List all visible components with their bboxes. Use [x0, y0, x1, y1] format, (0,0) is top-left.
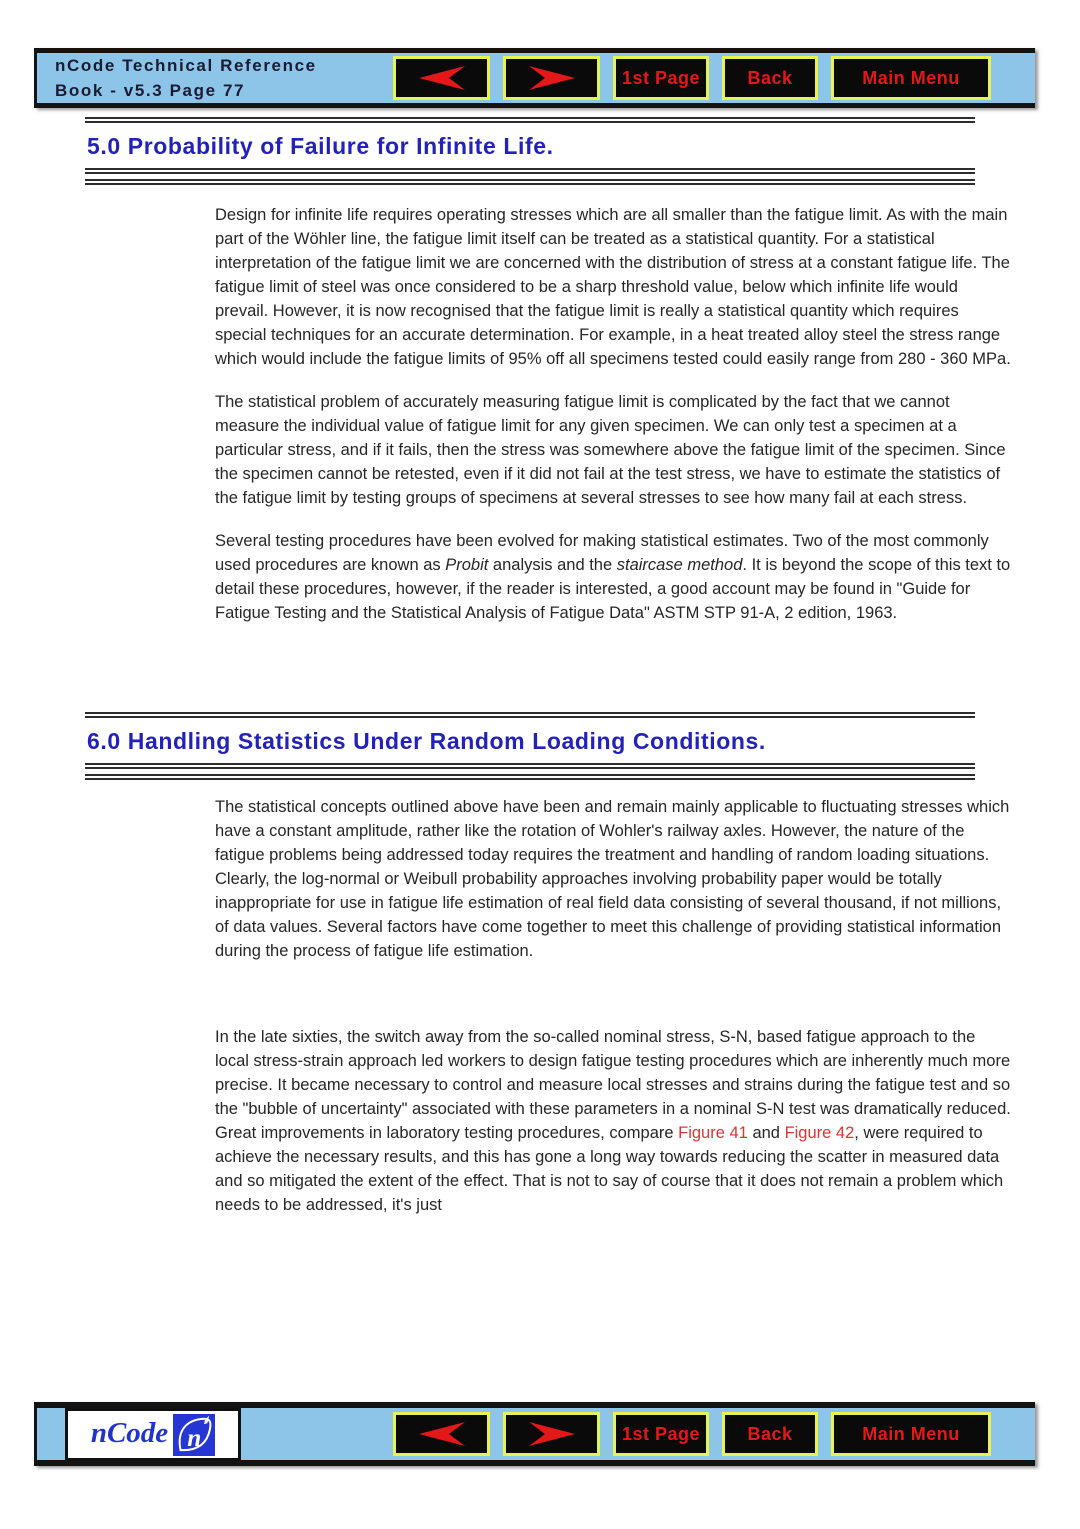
next-page-button[interactable] — [503, 1412, 600, 1456]
paragraph-text: Several testing procedures have been evolved for making statistical estimates. Two of the most commonly used procedures are known as — [215, 532, 989, 574]
figure-41-link[interactable]: Figure 41 — [678, 1124, 748, 1142]
ncode-logo-icon — [173, 1414, 215, 1456]
paragraph-text: analysis and the — [488, 556, 617, 574]
paragraph: The statistical problem of accurately measuring fatigue limit is complicated by the fact that we cannot measure the individual value of fatigue limit for any given specimen. We can only test a specimen at a particular stress, and if it fails, then the stress was somewhere above the fatigue limit of the specimen. Since the specimen cannot be retested, even if it did not fail at the test stress, we have to estimate the statistics of the fatigue limit by testing groups of specimens at several stresses to see how many fail at each stress. — [215, 393, 1006, 507]
section-6-heading-block — [85, 712, 975, 780]
back-button[interactable]: Back — [722, 1412, 818, 1456]
first-page-button[interactable]: 1st Page — [613, 1412, 709, 1456]
paragraph-text: In the late sixties, the switch away from the so-called nominal stress, S-N, based fatigue approach to the local stress-strain approach led workers to design fatigue testing procedures which are inherently much more precise. It became necessary to control and measure local stresses and strains during the fatigue test and so the "bubble of uncertainty" associated with these parameters in a nominal S-N test was dramatically reduced. Great improvements in laboratory testing procedures, compare — [215, 1028, 1011, 1142]
main-menu-button[interactable]: Main Menu — [831, 1412, 991, 1456]
left-arrow-icon — [417, 1421, 467, 1447]
section-5-heading: 5.0 Probability of Failure for Infinite Life. — [87, 133, 554, 159]
top-nav-bar — [34, 48, 1035, 108]
nav-buttons-top — [393, 56, 991, 100]
heading-rule — [85, 168, 975, 174]
heading-rule — [85, 774, 975, 780]
paragraph: The statistical concepts outlined above have been and remain mainly applicable to fluctuating stresses which have a constant amplitude, rather like the rotation of Wohler's railway axles. However, the nature of the fatigue problems being addressed today requires the treatment and handling of random loading situations. Clearly, the log-normal or Weibull probability approaches involving probability paper would be totally inappropriate for use in fatigue life estimation of real field data consisting of several thousand, if not millions, of data values. Several factors have come together to meet this challenge of providing statistical information during the process of fatigue life estimation. — [215, 798, 1010, 960]
heading-rule — [85, 763, 975, 769]
right-arrow-icon — [527, 65, 577, 91]
left-arrow-icon — [417, 65, 467, 91]
svg-text:n: n — [187, 1424, 202, 1452]
section-5-heading-block — [85, 117, 975, 185]
heading-rule — [85, 179, 975, 185]
italic-term: staircase method — [616, 556, 743, 574]
right-arrow-icon — [527, 1421, 577, 1447]
first-page-button[interactable]: 1st Page — [613, 56, 709, 100]
italic-term: Probit — [445, 556, 489, 574]
section-6-heading: 6.0 Handling Statistics Under Random Loading Conditions. — [87, 728, 766, 754]
prev-page-button[interactable] — [393, 1412, 490, 1456]
paragraph: Design for infinite life requires operating stresses which are all smaller than the fatigue limit. As with the main part of the Wöhler line, the fatigue limit itself can be treated as a statistical quantity. For a statistical interpretation of the fatigue limit we are concerned with the distribution of stress at a constant fatigue life. The fatigue limit of steel was once considered to be a sharp threshold value, below which infinite life would prevail. However, it is now recognised that the fatigue limit is really a statistical quantity which requires special techniques for an accurate determination. For example, in a heat treated alloy steel the stress range which would include the fatigue limits of 95% off all specimens tested could easily range from 280 - 360 MPa. — [215, 206, 1011, 368]
document-title-line1: nCode Technical Reference — [55, 55, 317, 75]
ncode-logo-text: nCode — [90, 1416, 169, 1449]
section-6-body — [215, 795, 1012, 1236]
paragraph-text: , were required to achieve the necessary results, and this has gone a long way towards reducing the scatter in measured data and so mitigated the extent of the effect. That is not to say of course that it does not remain a problem which needs to be addressed, it's just — [215, 1124, 1004, 1214]
document-title-line2: Book - v5.3 Page 77 — [55, 81, 246, 100]
paragraph-text: . It is beyond the scope of this text to detail these procedures, however, if the reader is interested, a good account may be found in "Guide for Fatigue Testing and the Statistical Analysis of Fatigue Data" ASTM STP 91-A, 2 edition, 1963. — [215, 556, 1011, 622]
paragraph — [215, 529, 1012, 625]
ncode-logo — [65, 1408, 241, 1461]
nav-buttons-bottom — [393, 1412, 991, 1456]
main-menu-button[interactable]: Main Menu — [831, 56, 991, 100]
figure-42-link[interactable]: Figure 42 — [784, 1124, 855, 1142]
back-button[interactable]: Back — [722, 56, 818, 100]
section-5-body — [215, 203, 1012, 644]
heading-rule — [85, 712, 975, 718]
prev-page-button[interactable] — [393, 56, 490, 100]
heading-rule — [85, 117, 975, 123]
bottom-nav-bar — [34, 1402, 1035, 1466]
paragraph — [215, 1025, 1012, 1217]
document-title — [55, 53, 317, 104]
next-page-button[interactable] — [503, 56, 600, 100]
paragraph-text: and — [747, 1124, 785, 1142]
